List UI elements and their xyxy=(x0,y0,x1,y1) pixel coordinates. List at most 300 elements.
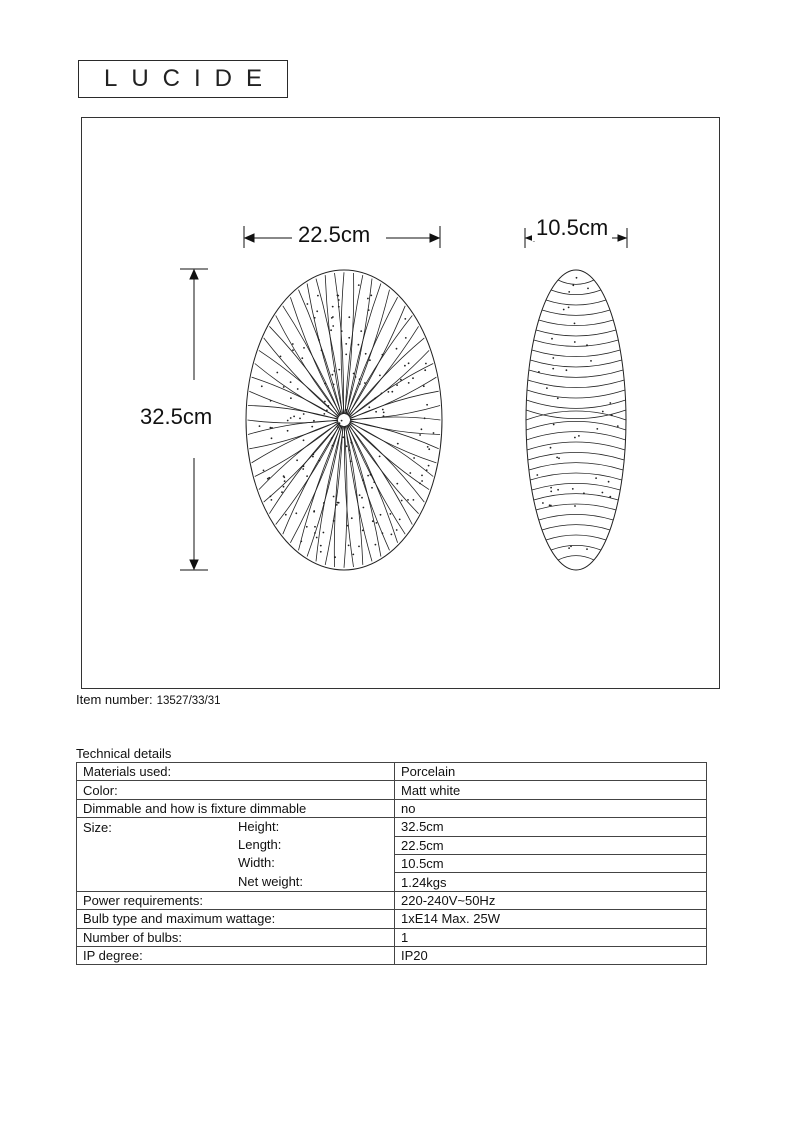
spec-value: no xyxy=(395,799,707,817)
spec-label: Color: xyxy=(77,781,395,799)
front-dot xyxy=(348,337,350,339)
front-dot xyxy=(407,499,409,501)
front-dot xyxy=(320,545,322,547)
table-row xyxy=(77,836,707,854)
side-rib xyxy=(528,380,624,388)
front-dot xyxy=(306,475,308,477)
front-dot xyxy=(334,370,336,372)
front-dot xyxy=(271,437,273,439)
spec-label: Size: Height: xyxy=(77,818,395,836)
front-dot xyxy=(423,385,425,387)
front-dot xyxy=(317,295,319,297)
front-dot xyxy=(267,478,269,480)
side-dot xyxy=(550,491,552,493)
technical-details-title: Technical details xyxy=(76,746,172,761)
side-dot xyxy=(586,548,588,550)
side-rib xyxy=(539,514,614,520)
front-dot xyxy=(364,382,366,384)
front-dot xyxy=(339,422,341,424)
side-view-lamp xyxy=(526,270,626,570)
brand-logo xyxy=(78,60,288,98)
technical-drawing xyxy=(81,117,720,689)
spec-label: Materials used: xyxy=(77,763,395,781)
item-number-value: 13527/33/31 xyxy=(156,695,221,707)
front-dot xyxy=(336,504,338,506)
side-dot xyxy=(551,338,553,340)
front-dot xyxy=(283,486,285,488)
front-dot xyxy=(375,411,377,413)
front-rib xyxy=(255,364,339,418)
table-row xyxy=(77,854,707,872)
front-dot xyxy=(331,317,333,319)
side-dot xyxy=(572,488,574,490)
side-rib xyxy=(536,504,616,510)
front-dot xyxy=(424,417,426,419)
front-dot xyxy=(331,437,333,439)
front-dot xyxy=(427,446,429,448)
front-dot xyxy=(404,365,406,367)
spec-value: 32.5cm xyxy=(395,818,707,836)
front-rib xyxy=(347,297,397,415)
front-dot xyxy=(338,306,340,308)
front-dot xyxy=(312,454,314,456)
front-dot xyxy=(419,434,421,436)
side-dot xyxy=(566,369,568,371)
front-dot xyxy=(391,391,393,393)
front-dot xyxy=(405,337,407,339)
front-dot xyxy=(334,556,336,558)
front-dot xyxy=(338,299,340,301)
table-row xyxy=(77,763,707,781)
front-dot xyxy=(350,461,352,463)
front-rib xyxy=(283,306,340,416)
front-dot xyxy=(306,526,308,528)
front-dot xyxy=(345,343,347,345)
front-rib xyxy=(350,377,437,418)
front-dot xyxy=(383,415,385,417)
front-dot xyxy=(404,318,406,320)
side-rib xyxy=(539,320,614,326)
front-dot xyxy=(397,443,399,445)
front-dot xyxy=(380,514,382,516)
front-dot xyxy=(332,306,334,308)
side-dot xyxy=(572,284,574,286)
side-dot xyxy=(608,481,610,483)
side-rib xyxy=(546,300,606,305)
side-rib xyxy=(528,452,624,460)
front-dot xyxy=(270,400,272,402)
side-width-label: 10.5cm xyxy=(532,215,612,241)
front-dot xyxy=(292,343,294,345)
side-rib xyxy=(542,310,610,315)
front-width-label: 22.5cm xyxy=(294,222,374,248)
side-dot xyxy=(576,277,578,279)
front-dot xyxy=(412,377,414,379)
front-dot xyxy=(353,373,355,375)
side-dot xyxy=(552,368,554,370)
front-dot xyxy=(396,529,398,531)
front-dot xyxy=(312,456,314,458)
front-dot xyxy=(428,465,430,467)
front-dot xyxy=(379,456,381,458)
front-dot xyxy=(332,374,334,376)
spec-value: Porcelain xyxy=(395,763,707,781)
front-dot xyxy=(348,316,350,318)
spec-sublabel: Length: xyxy=(238,837,282,853)
front-dot xyxy=(326,409,328,411)
front-dot xyxy=(426,404,428,406)
side-dot xyxy=(536,474,538,476)
front-dot xyxy=(350,442,352,444)
front-dot xyxy=(396,384,398,386)
front-dot xyxy=(433,432,435,434)
side-dot xyxy=(574,341,576,343)
technical-details-table xyxy=(76,762,707,965)
front-rib xyxy=(248,420,339,423)
side-rib xyxy=(526,432,625,440)
front-dot xyxy=(292,349,294,351)
spec-value: Matt white xyxy=(395,781,707,799)
front-dot xyxy=(419,483,421,485)
front-dot xyxy=(368,406,370,408)
side-dot xyxy=(538,371,540,373)
front-dot xyxy=(426,469,428,471)
front-dot xyxy=(311,426,313,428)
front-dot xyxy=(396,348,398,350)
front-dot xyxy=(281,491,283,493)
front-dot xyxy=(372,520,374,522)
side-rib xyxy=(527,442,625,450)
front-dot xyxy=(324,383,326,385)
side-rib xyxy=(534,494,619,500)
front-dot xyxy=(303,347,305,349)
front-dot xyxy=(320,551,322,553)
front-dot xyxy=(413,457,415,459)
front-dot xyxy=(295,512,297,514)
side-rib xyxy=(527,390,625,398)
side-dot xyxy=(611,414,613,416)
side-dot xyxy=(617,425,619,427)
front-dot xyxy=(314,526,316,528)
spec-label: Dimmable and how is fixture dimmable xyxy=(77,799,395,817)
front-dot xyxy=(383,412,385,414)
spec-value: 1 xyxy=(395,928,707,946)
side-dot xyxy=(568,307,570,309)
side-dot xyxy=(609,496,611,498)
side-rib xyxy=(530,473,622,480)
table-row xyxy=(77,781,707,799)
front-dot xyxy=(332,325,334,327)
side-dot xyxy=(546,387,548,389)
table-row xyxy=(77,818,707,836)
side-dot xyxy=(557,489,559,491)
front-dot xyxy=(270,427,272,429)
front-dot xyxy=(297,388,299,390)
side-rib xyxy=(526,400,625,408)
front-dot xyxy=(271,427,273,429)
front-dot xyxy=(276,372,278,374)
front-dot xyxy=(375,544,377,546)
front-dot xyxy=(316,310,318,312)
front-dot xyxy=(369,359,371,361)
side-dot xyxy=(550,447,552,449)
front-dot xyxy=(316,537,318,539)
front-dot xyxy=(293,416,295,418)
front-view-lamp xyxy=(246,270,442,570)
front-rib xyxy=(347,425,390,550)
spec-label: Bulb type and maximum wattage: xyxy=(77,910,395,928)
side-dot xyxy=(596,428,598,430)
front-dot xyxy=(283,476,285,478)
front-dot xyxy=(359,494,361,496)
front-dot xyxy=(408,382,410,384)
front-dot xyxy=(324,401,326,403)
side-dot xyxy=(609,402,611,404)
front-dot xyxy=(290,397,292,399)
front-dot xyxy=(379,375,381,377)
front-rib xyxy=(264,338,339,417)
spec-sublabel: Height: xyxy=(238,819,280,835)
front-dot xyxy=(345,409,347,411)
front-dot xyxy=(424,369,426,371)
front-rib xyxy=(299,290,342,415)
side-dot xyxy=(590,360,592,362)
front-dot xyxy=(396,483,398,485)
side-dot xyxy=(550,487,552,489)
front-dot xyxy=(359,378,361,380)
front-dot xyxy=(338,369,340,371)
side-rib xyxy=(526,421,626,430)
front-rib xyxy=(349,423,424,502)
front-dot xyxy=(318,339,320,341)
front-dot xyxy=(321,349,323,351)
spec-value: IP20 xyxy=(395,946,707,964)
table-row xyxy=(77,910,707,928)
front-dot xyxy=(333,520,335,522)
table-row xyxy=(77,928,707,946)
front-dot xyxy=(290,381,292,383)
front-dot xyxy=(346,445,348,447)
front-height-label: 32.5cm xyxy=(136,404,216,430)
front-dot xyxy=(290,417,292,419)
side-rib xyxy=(558,280,594,284)
front-dot xyxy=(330,329,332,331)
side-dot xyxy=(574,505,576,507)
side-dot xyxy=(574,323,576,325)
front-dot xyxy=(373,481,375,483)
side-dot xyxy=(602,411,604,413)
front-dot xyxy=(358,546,360,548)
spec-value: 22.5cm xyxy=(395,836,707,854)
table-row xyxy=(77,946,707,964)
front-dot xyxy=(342,436,344,438)
front-dot xyxy=(284,480,286,482)
front-dot xyxy=(333,496,335,498)
item-number xyxy=(76,692,221,707)
front-rib xyxy=(249,421,338,449)
spec-sublabel: Width: xyxy=(238,855,275,871)
front-dot xyxy=(382,409,384,411)
front-dot xyxy=(328,405,330,407)
front-dot xyxy=(314,532,316,534)
spec-value: 220-240V~50Hz xyxy=(395,891,707,909)
front-rib xyxy=(350,391,439,419)
side-dot xyxy=(558,457,560,459)
spec-value: 1xE14 Max. 25W xyxy=(395,910,707,928)
front-dot xyxy=(349,449,351,451)
front-dot xyxy=(365,353,367,355)
front-dot xyxy=(381,393,383,395)
side-dot xyxy=(586,344,588,346)
side-dot xyxy=(587,288,589,290)
front-dot xyxy=(280,356,282,358)
front-rib xyxy=(259,423,339,490)
front-dot xyxy=(283,386,285,388)
front-dot xyxy=(347,525,349,527)
front-dot xyxy=(362,530,364,532)
front-dot xyxy=(391,534,393,536)
front-dot xyxy=(319,460,321,462)
front-dot xyxy=(314,317,316,319)
front-dot xyxy=(313,510,315,512)
front-dot xyxy=(362,479,364,481)
front-dot xyxy=(413,499,415,501)
front-dot xyxy=(285,514,287,516)
front-dot xyxy=(323,502,325,504)
front-dot xyxy=(341,420,343,422)
side-dot xyxy=(553,424,555,426)
side-rib xyxy=(536,330,616,336)
front-dot xyxy=(382,532,384,534)
side-rib xyxy=(534,340,619,346)
spec-value: 10.5cm xyxy=(395,854,707,872)
front-dot xyxy=(337,295,339,297)
front-dot xyxy=(421,428,423,430)
front-dot xyxy=(367,298,369,300)
side-dot xyxy=(542,502,544,504)
front-rib xyxy=(290,425,340,543)
front-dot xyxy=(352,554,354,556)
side-dot xyxy=(549,504,551,506)
front-dot xyxy=(388,391,390,393)
front-dot xyxy=(307,303,309,305)
front-dot xyxy=(399,519,401,521)
spec-label: Number of bulbs: xyxy=(77,928,395,946)
front-dot xyxy=(300,541,302,543)
front-dot xyxy=(337,502,339,504)
side-dot xyxy=(556,457,558,459)
side-dot xyxy=(583,492,585,494)
side-rib xyxy=(542,525,610,530)
front-dot xyxy=(370,295,372,297)
front-rib xyxy=(348,425,405,535)
front-dot xyxy=(367,475,369,477)
table-row xyxy=(77,891,707,909)
side-dot xyxy=(595,477,597,479)
front-dot xyxy=(348,545,350,547)
front-dot xyxy=(287,430,289,432)
front-rib xyxy=(349,350,429,417)
front-dot xyxy=(382,354,384,356)
front-dot xyxy=(400,379,402,381)
front-dot xyxy=(428,448,430,450)
side-dot xyxy=(552,357,554,359)
front-dot xyxy=(333,384,335,386)
side-rib xyxy=(529,370,623,377)
front-dot xyxy=(323,532,325,534)
front-dot xyxy=(263,470,265,472)
spec-label: Power requirements: xyxy=(77,891,395,909)
table-row xyxy=(77,799,707,817)
side-rib xyxy=(529,463,623,470)
side-dot xyxy=(578,435,580,437)
front-dot xyxy=(374,397,376,399)
front-dot xyxy=(371,487,373,489)
brand-logo-text: LUCIDE xyxy=(103,65,277,92)
front-rib xyxy=(252,422,339,463)
front-dot xyxy=(303,439,305,441)
side-dot xyxy=(563,309,565,311)
side-rib xyxy=(558,556,594,560)
front-dot xyxy=(270,496,272,498)
front-dot xyxy=(351,517,353,519)
side-rib xyxy=(532,483,620,490)
front-dot xyxy=(302,468,304,470)
side-rib xyxy=(532,350,620,357)
front-dot xyxy=(303,465,305,467)
spec-value: 1.24kgs xyxy=(395,873,707,891)
front-dot xyxy=(296,459,298,461)
front-rib xyxy=(350,422,434,476)
spec-sublabel: Net weight: xyxy=(238,873,304,889)
front-dot xyxy=(332,445,334,447)
side-dot xyxy=(568,291,570,293)
spec-label xyxy=(77,836,395,854)
front-dot xyxy=(360,330,362,332)
side-rib xyxy=(530,360,622,367)
side-dot xyxy=(602,492,604,494)
side-dot xyxy=(568,547,570,549)
front-dot xyxy=(363,507,365,509)
side-dot xyxy=(570,545,572,547)
front-dot xyxy=(337,427,339,429)
front-dot xyxy=(421,480,423,482)
front-dot xyxy=(355,376,357,378)
side-rib xyxy=(551,545,601,550)
front-dot xyxy=(425,363,427,365)
front-dot xyxy=(409,472,411,474)
spec-label xyxy=(77,873,395,891)
side-rib xyxy=(551,290,601,295)
front-dot xyxy=(259,425,261,427)
front-dot xyxy=(368,309,370,311)
front-dot xyxy=(323,413,325,415)
table-row xyxy=(77,873,707,891)
front-outline xyxy=(246,270,442,570)
front-dot xyxy=(341,330,343,332)
spec-label: IP degree: xyxy=(77,946,395,964)
front-dot xyxy=(345,354,347,356)
front-dot xyxy=(261,385,263,387)
front-dot xyxy=(303,413,305,415)
front-dot xyxy=(359,383,361,385)
spec-label xyxy=(77,854,395,872)
front-dot xyxy=(313,420,315,422)
front-dot xyxy=(358,284,360,286)
front-dot xyxy=(271,499,273,501)
front-dot xyxy=(408,362,410,364)
front-dot xyxy=(370,474,372,476)
